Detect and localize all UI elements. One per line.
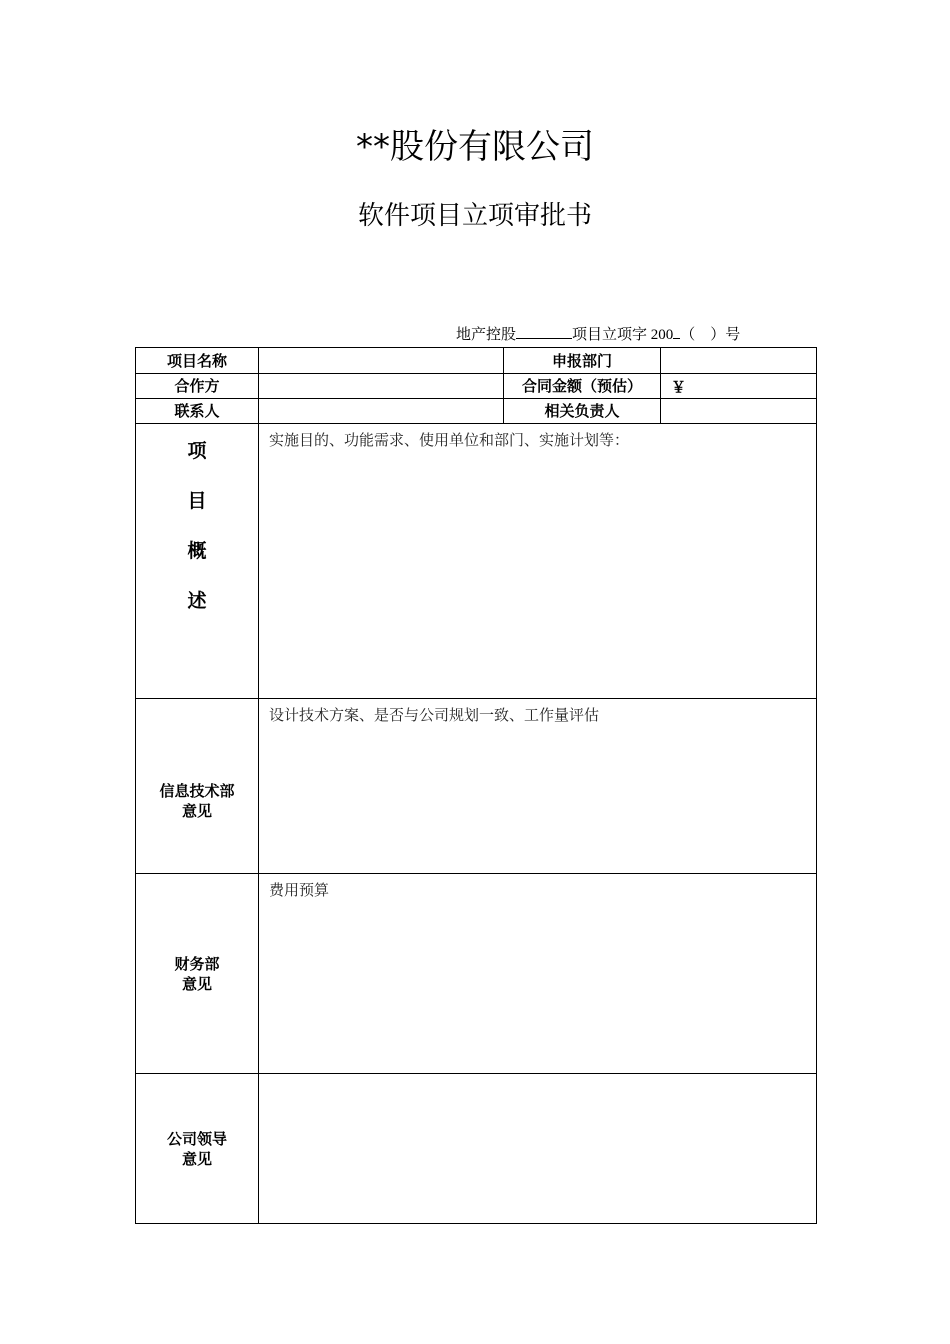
row-partner — [136, 374, 817, 399]
row-finance-dept — [136, 874, 817, 1074]
responsible-input[interactable] — [661, 399, 817, 424]
overview-label-char-1: 项 — [187, 440, 207, 462]
partner-label: 合作方 — [136, 374, 259, 399]
overview-hint: 实施目的、功能需求、使用单位和部门、实施计划等： — [269, 433, 630, 449]
contact-input[interactable] — [259, 399, 504, 424]
contract-amount-label: 合同金额（预估） — [504, 374, 661, 399]
reference-blank-field[interactable] — [516, 324, 572, 339]
currency-symbol: ￥ — [671, 379, 687, 396]
finance-dept-hint: 费用预算 — [269, 883, 330, 899]
contact-label: 联系人 — [136, 399, 259, 424]
leadership-label-line1: 公司领导 — [166, 1129, 227, 1148]
it-dept-label-line2: 意见 — [181, 802, 212, 820]
contract-amount-input[interactable] — [661, 374, 817, 399]
responsible-label: 相关负责人 — [504, 399, 661, 424]
reference-prefix: 地产控股 — [456, 327, 517, 343]
finance-dept-label-line2: 意见 — [181, 974, 212, 993]
department-input[interactable] — [661, 348, 817, 374]
reference-suffix: （ ）号 — [680, 327, 741, 343]
it-dept-input[interactable] — [259, 699, 817, 874]
partner-input[interactable] — [259, 374, 504, 399]
company-name: **股份有限公司 — [356, 127, 594, 167]
it-dept-hint: 设计技术方案、是否与公司规划一致、工作量评估 — [269, 708, 600, 724]
it-dept-label-line1: 信息技术部 — [159, 782, 235, 800]
project-name-input[interactable] — [259, 348, 504, 374]
leadership-input[interactable] — [259, 1074, 817, 1224]
overview-label-char-4: 述 — [187, 590, 207, 612]
row-it-dept — [136, 699, 817, 874]
leadership-label — [136, 1074, 259, 1224]
department-label: 申报部门 — [504, 348, 661, 374]
row-leadership — [136, 1074, 817, 1224]
finance-dept-label — [136, 874, 259, 1074]
overview-input[interactable] — [259, 424, 817, 699]
project-name-label: 项目名称 — [136, 348, 259, 374]
row-overview — [136, 424, 817, 699]
reference-middle: 项目立项字 200 — [572, 327, 674, 343]
reference-number-line — [456, 324, 816, 346]
row-contact — [136, 399, 817, 424]
row-project-name — [136, 348, 817, 374]
leadership-label-line2: 意见 — [181, 1149, 212, 1168]
overview-label-char-2: 目 — [187, 490, 207, 512]
approval-form-table — [135, 347, 817, 1224]
finance-dept-label-line1: 财务部 — [174, 954, 220, 973]
finance-dept-input[interactable] — [259, 874, 817, 1074]
overview-label — [136, 424, 259, 699]
overview-label-char-3: 概 — [187, 540, 207, 562]
document-title: 软件项目立项审批书 — [357, 201, 592, 231]
it-dept-label — [136, 699, 259, 874]
